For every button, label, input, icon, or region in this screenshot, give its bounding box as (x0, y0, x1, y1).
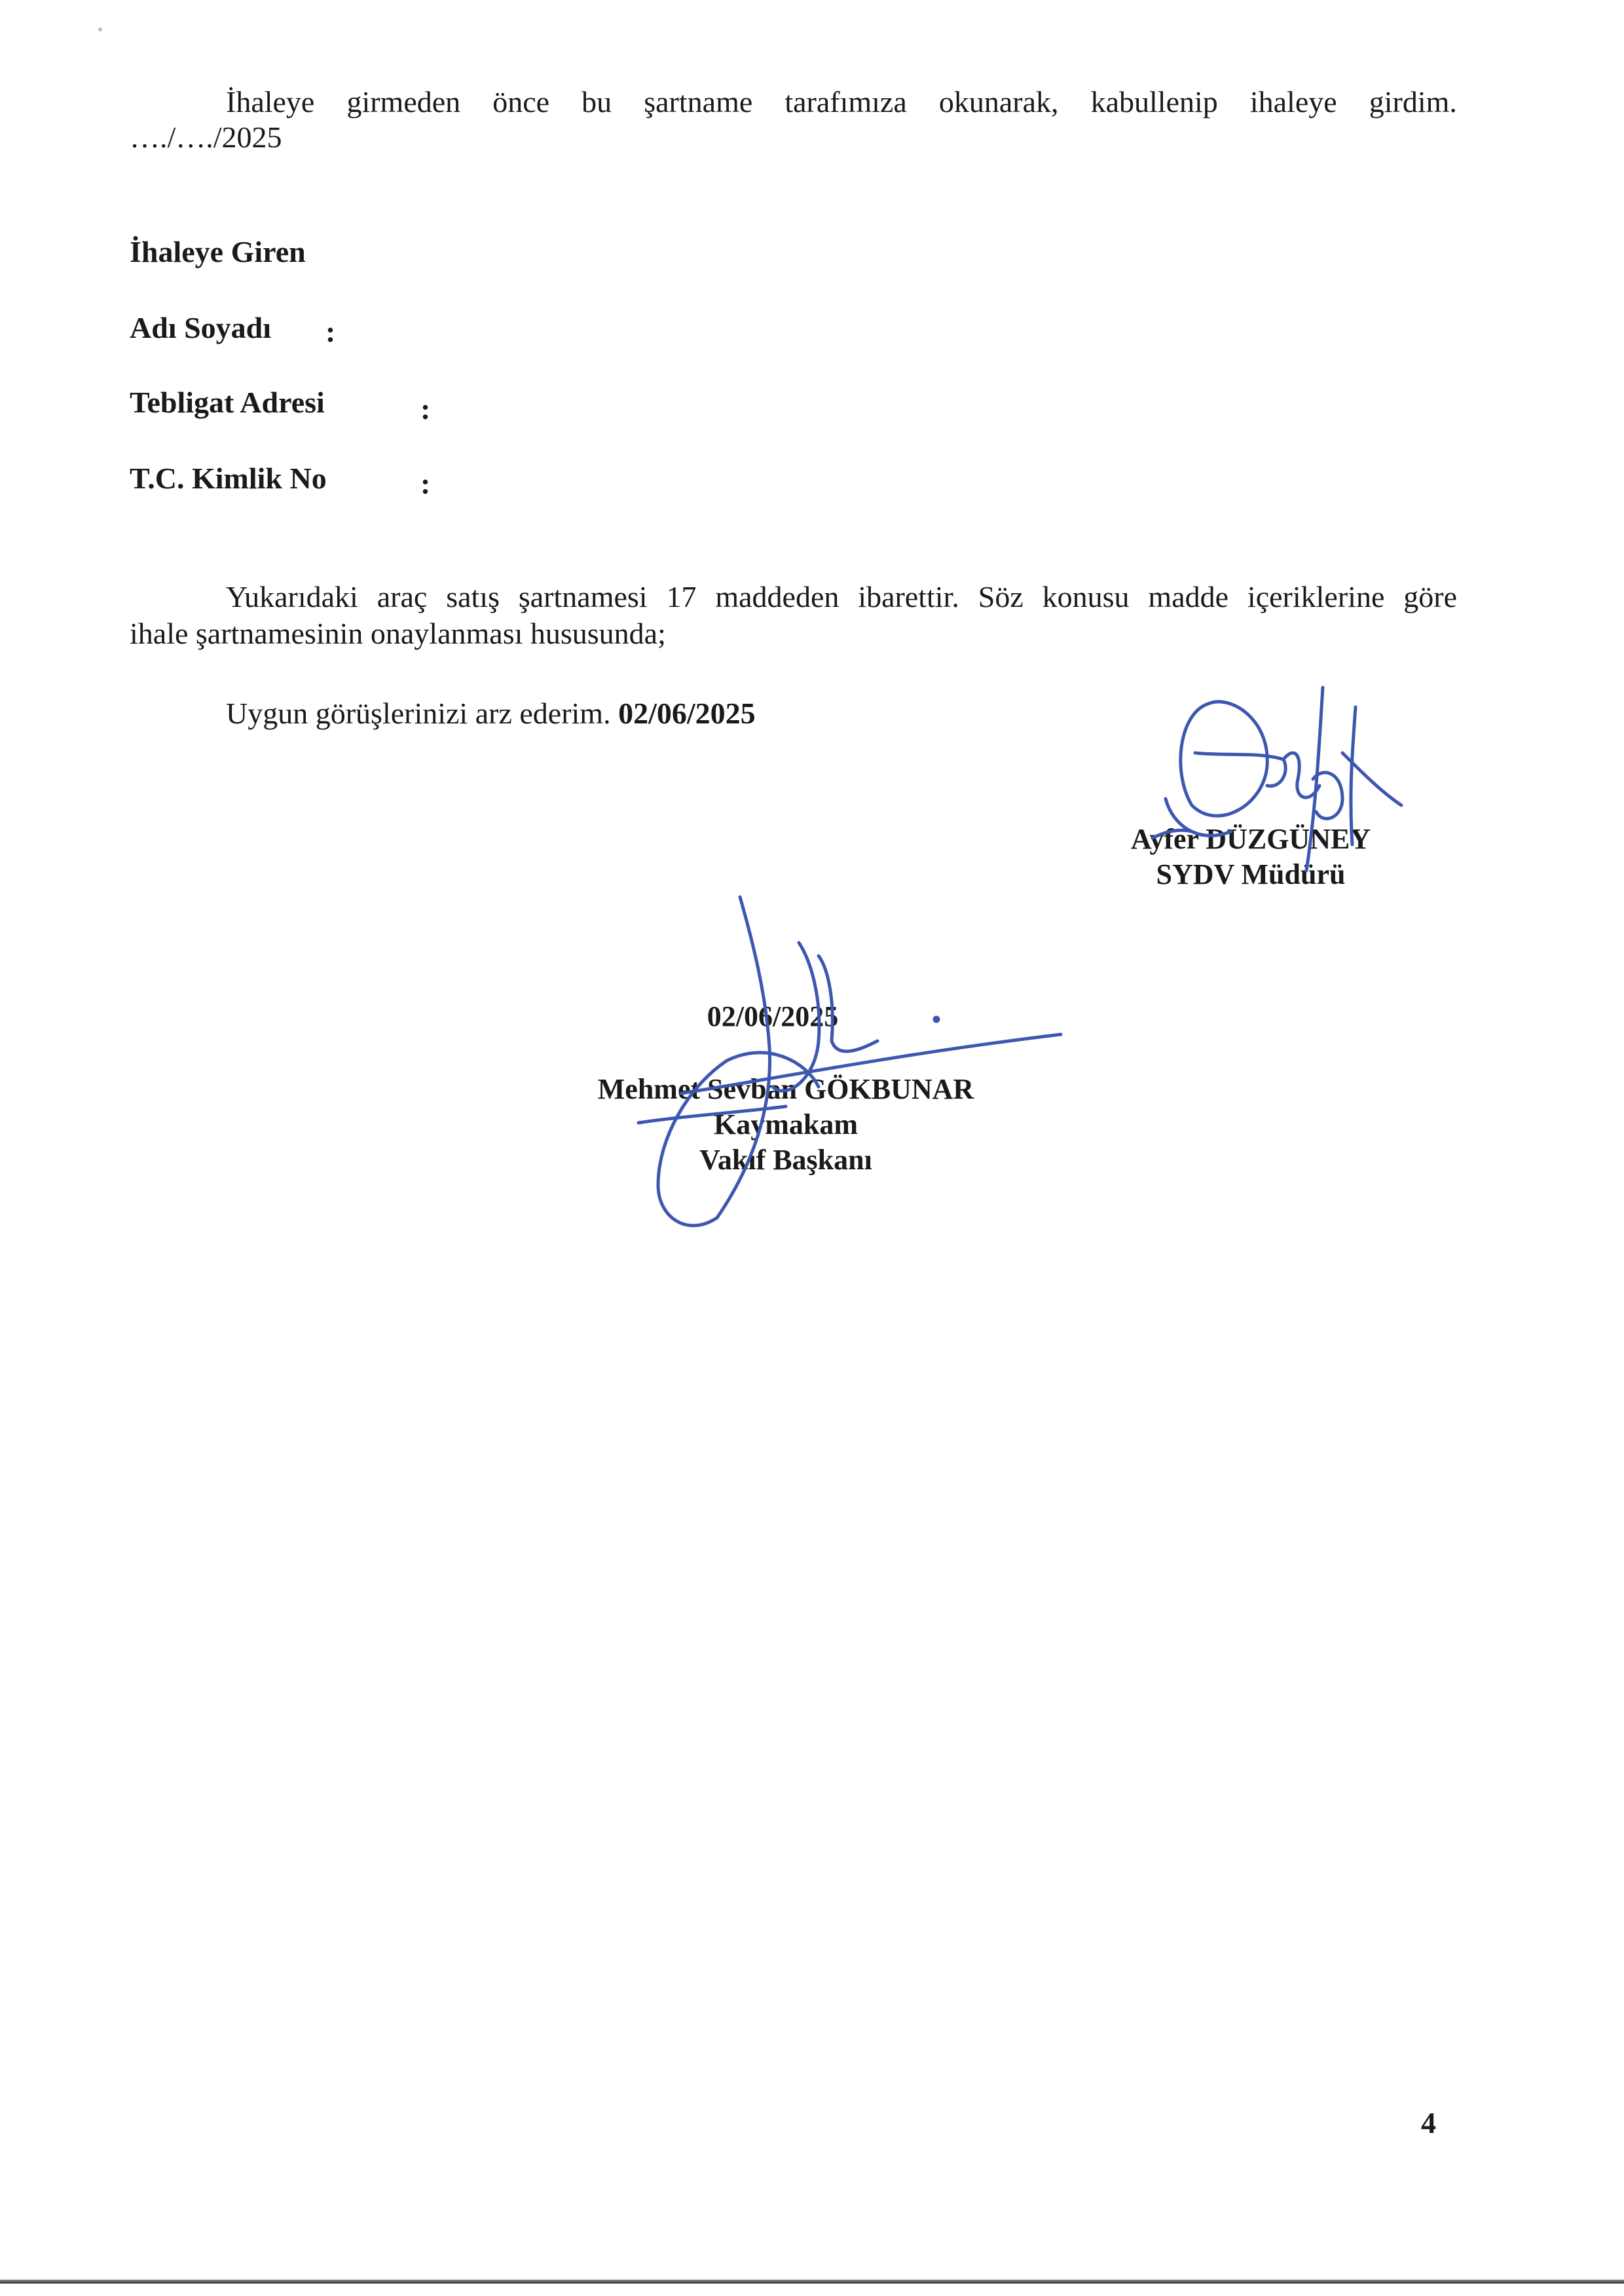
scan-edge-line (0, 2280, 1624, 2284)
signatory2-title-2: Vakıf Başkanı (699, 1144, 872, 1176)
approval-text: Uygun görüşlerinizi arz ederim. (226, 697, 611, 730)
signature-2 (602, 890, 1074, 1244)
summary-line-2: ihale şartnamesinin onaylanması hususunda; (130, 617, 666, 650)
intro-word: önce (492, 85, 550, 118)
summary-line-1: Yukarıdaki araç satış şartnamesi 17 maddeden ibarettir. Söz konusu madde içeriklerine göre (226, 580, 1457, 613)
name-label: Adı Soyadı (130, 311, 272, 344)
signature-1 (1126, 674, 1441, 917)
intro-word: tarafımıza (784, 85, 907, 118)
signatory2-name: Mehmet Sevban GÖKBUNAR (597, 1073, 974, 1105)
scan-artifact (98, 27, 102, 31)
intro-word: şartname (644, 85, 753, 118)
bidder-title: İhaleye Giren (130, 235, 306, 268)
signatory1-name: Ayfer DÜZGÜNEY (1130, 823, 1371, 855)
page-number: 4 (1421, 2106, 1436, 2140)
intro-word: ihaleye (1249, 85, 1337, 118)
intro-word: İhaleye (226, 85, 315, 118)
approval-line (226, 695, 756, 732)
signatory2-date: 02/06/2025 (707, 1000, 839, 1032)
intro-line-1 (226, 84, 1457, 120)
signatory2-title-1: Kaymakam (714, 1108, 858, 1140)
intro-word: kabullenip (1090, 85, 1218, 118)
signatory1-title: SYDV Müdürü (1156, 858, 1346, 890)
name-colon: : (325, 315, 336, 348)
intro-word: bu (581, 85, 612, 118)
address-label: Tebligat Adresi (130, 386, 325, 419)
intro-date-line: …./…./2025 (130, 120, 282, 154)
intro-word: girdim. (1369, 85, 1457, 118)
intro-word: girmeden (346, 85, 461, 118)
intro-word: okunarak, (938, 85, 1059, 118)
address-colon: : (420, 392, 431, 426)
id-colon: : (420, 467, 431, 500)
id-label: T.C. Kimlik No (130, 462, 327, 495)
approval-date: 02/06/2025 (618, 697, 756, 730)
